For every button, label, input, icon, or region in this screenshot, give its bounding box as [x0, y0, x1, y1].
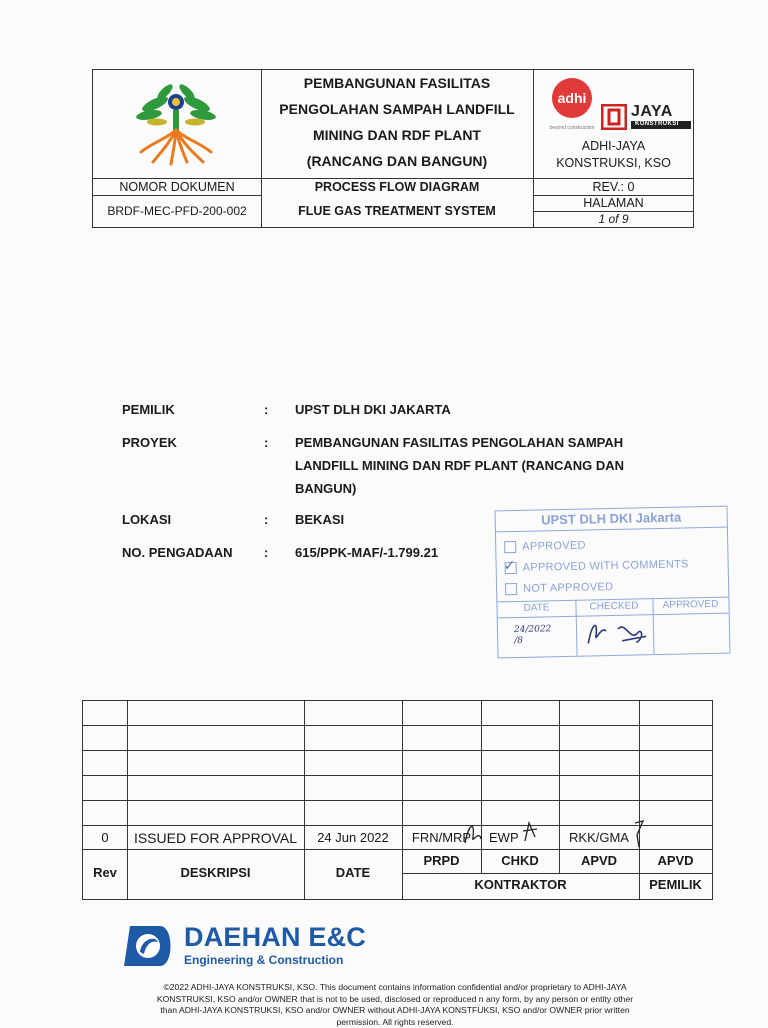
contractor-name-line: ADHI-JAYA: [533, 138, 694, 155]
owner-emblem-logo: [135, 82, 217, 171]
stamp-title: UPST DLH DKI Jakarta: [495, 507, 726, 533]
document-header-table: [92, 69, 694, 228]
project-title-line: PENGOLAHAN SAMPAH LANDFILL: [261, 96, 533, 122]
col-header-apvd: APVD: [559, 853, 639, 868]
location-value: BEKASI: [295, 508, 675, 531]
project-value-line: LANDFILL MINING DAN RDF PLANT (RANCANG DAN: [295, 454, 675, 477]
doc-number: BRDF-MEC-PFD-200-002: [93, 196, 261, 226]
stamp-option-approved-with-comments: ✓ APPROVED WITH COMMENTS: [505, 558, 689, 574]
project-label: PROYEK: [122, 435, 177, 450]
jaya-konstruksi-logo: [601, 104, 627, 135]
revision-label: REV.: 0: [533, 179, 694, 195]
col-header-apvd-owner: APVD: [639, 853, 712, 868]
rev-checked-by: EWP: [489, 830, 559, 845]
jaya-logo-subtext: KONSTRUKSI: [635, 121, 679, 127]
col-header-chkd: CHKD: [481, 853, 559, 868]
col-group-contractor: KONTRAKTOR: [402, 877, 639, 892]
checked-checkbox-icon: ✓: [505, 562, 517, 574]
approval-stamp: [494, 506, 730, 659]
jaya-logo-text: JAYA: [631, 103, 673, 121]
rev-date: 24 Jun 2022: [304, 830, 402, 845]
stamp-col-checked: CHECKED: [575, 600, 652, 613]
stamp-option-approved: APPROVED: [504, 540, 586, 554]
footer-line: KONSTRUKSI, KSO and/or OWNER that is not to be used, disclosed or reproduced n any form, by any person or entity other: [112, 994, 678, 1006]
footer-line: than ADHI-JAYA KONSTRUKSI, KSO and/or OWNER without ADHI-JAYA KONSTFUKSI, KSO and/or OWNER prior written: [112, 1005, 678, 1017]
page-number: 1 of 9: [533, 212, 694, 227]
col-group-owner: PEMILIK: [639, 877, 712, 892]
owner-value: UPST DLH DKI JAKARTA: [295, 398, 675, 421]
initials-signatures: [409, 817, 709, 853]
contractor-name-line: KONSTRUKSI, KSO: [533, 155, 694, 172]
project-title-line: PEMBANGUNAN FASILITAS: [261, 70, 533, 96]
rev-description: ISSUED FOR APPROVAL: [127, 830, 304, 846]
project-value: [295, 431, 675, 500]
doc-title-line: FLUE GAS TREATMENT SYSTEM: [261, 202, 533, 220]
daehan-emblem-icon: [122, 922, 174, 970]
col-header-rev: Rev: [83, 865, 127, 880]
col-header-date: DATE: [304, 865, 402, 880]
location-colon: :: [264, 512, 268, 527]
adhi-logo-text: adhi: [558, 90, 587, 106]
daehan-tagline: Engineering & Construction: [184, 953, 343, 967]
project-value-line: BANGUN): [295, 477, 675, 500]
footer-line: ©2022 ADHI-JAYA KONSTRUKSI, KSO. This document contains information confidential and/or proprietary to ADHI-JAYA: [112, 982, 678, 994]
checkbox-icon: [504, 541, 516, 553]
checker-signature: [582, 612, 651, 658]
page-label: HALAMAN: [533, 196, 694, 211]
daehan-name: DAEHAN E&C: [184, 922, 366, 953]
project-colon: :: [264, 435, 268, 450]
location-label: LOKASI: [122, 512, 171, 527]
footer-line: permission. All rights reserved.: [112, 1017, 678, 1028]
adhi-logo: [548, 76, 596, 131]
project-value-line: PEMBANGUNAN FASILITAS PENGOLAHAN SAMPAH: [295, 431, 675, 454]
col-header-prpd: PRPD: [402, 853, 481, 868]
rev-prepared-by: FRN/MRP: [402, 830, 481, 845]
project-title-line: MINING DAN RDF PLANT: [261, 122, 533, 148]
doc-number-label: NOMOR DOKUMEN: [93, 179, 261, 195]
stamp-col-approved: APPROVED: [652, 599, 728, 612]
procurement-label: NO. PENGADAAN: [122, 545, 233, 560]
rev-number: 0: [83, 830, 127, 845]
procurement-colon: :: [264, 545, 268, 560]
stamp-option-not-approved: NOT APPROVED: [505, 581, 613, 595]
owner-label: PEMILIK: [122, 402, 175, 417]
stamp-col-date: DATE: [497, 602, 575, 615]
adhi-tagline: beyond construction: [548, 125, 596, 131]
project-title-line: (RANCANG DAN BANGUN): [261, 148, 533, 174]
contractor-name: [533, 138, 694, 172]
owner-colon: :: [264, 402, 268, 417]
confidentiality-notice: [112, 982, 678, 1028]
stamp-date-handwritten: 24/2022 /8: [514, 624, 562, 647]
daehan-logo: [122, 922, 174, 975]
col-header-description: DESKRIPSI: [127, 865, 304, 880]
procurement-value: 615/PPK-MAF/-1.799.21: [295, 541, 675, 564]
revision-table: [82, 700, 713, 900]
project-title: [261, 70, 533, 178]
rev-approved-by: RKK/GMA: [559, 830, 639, 845]
checkbox-icon: [505, 583, 517, 595]
doc-title-line: PROCESS FLOW DIAGRAM: [261, 179, 533, 195]
